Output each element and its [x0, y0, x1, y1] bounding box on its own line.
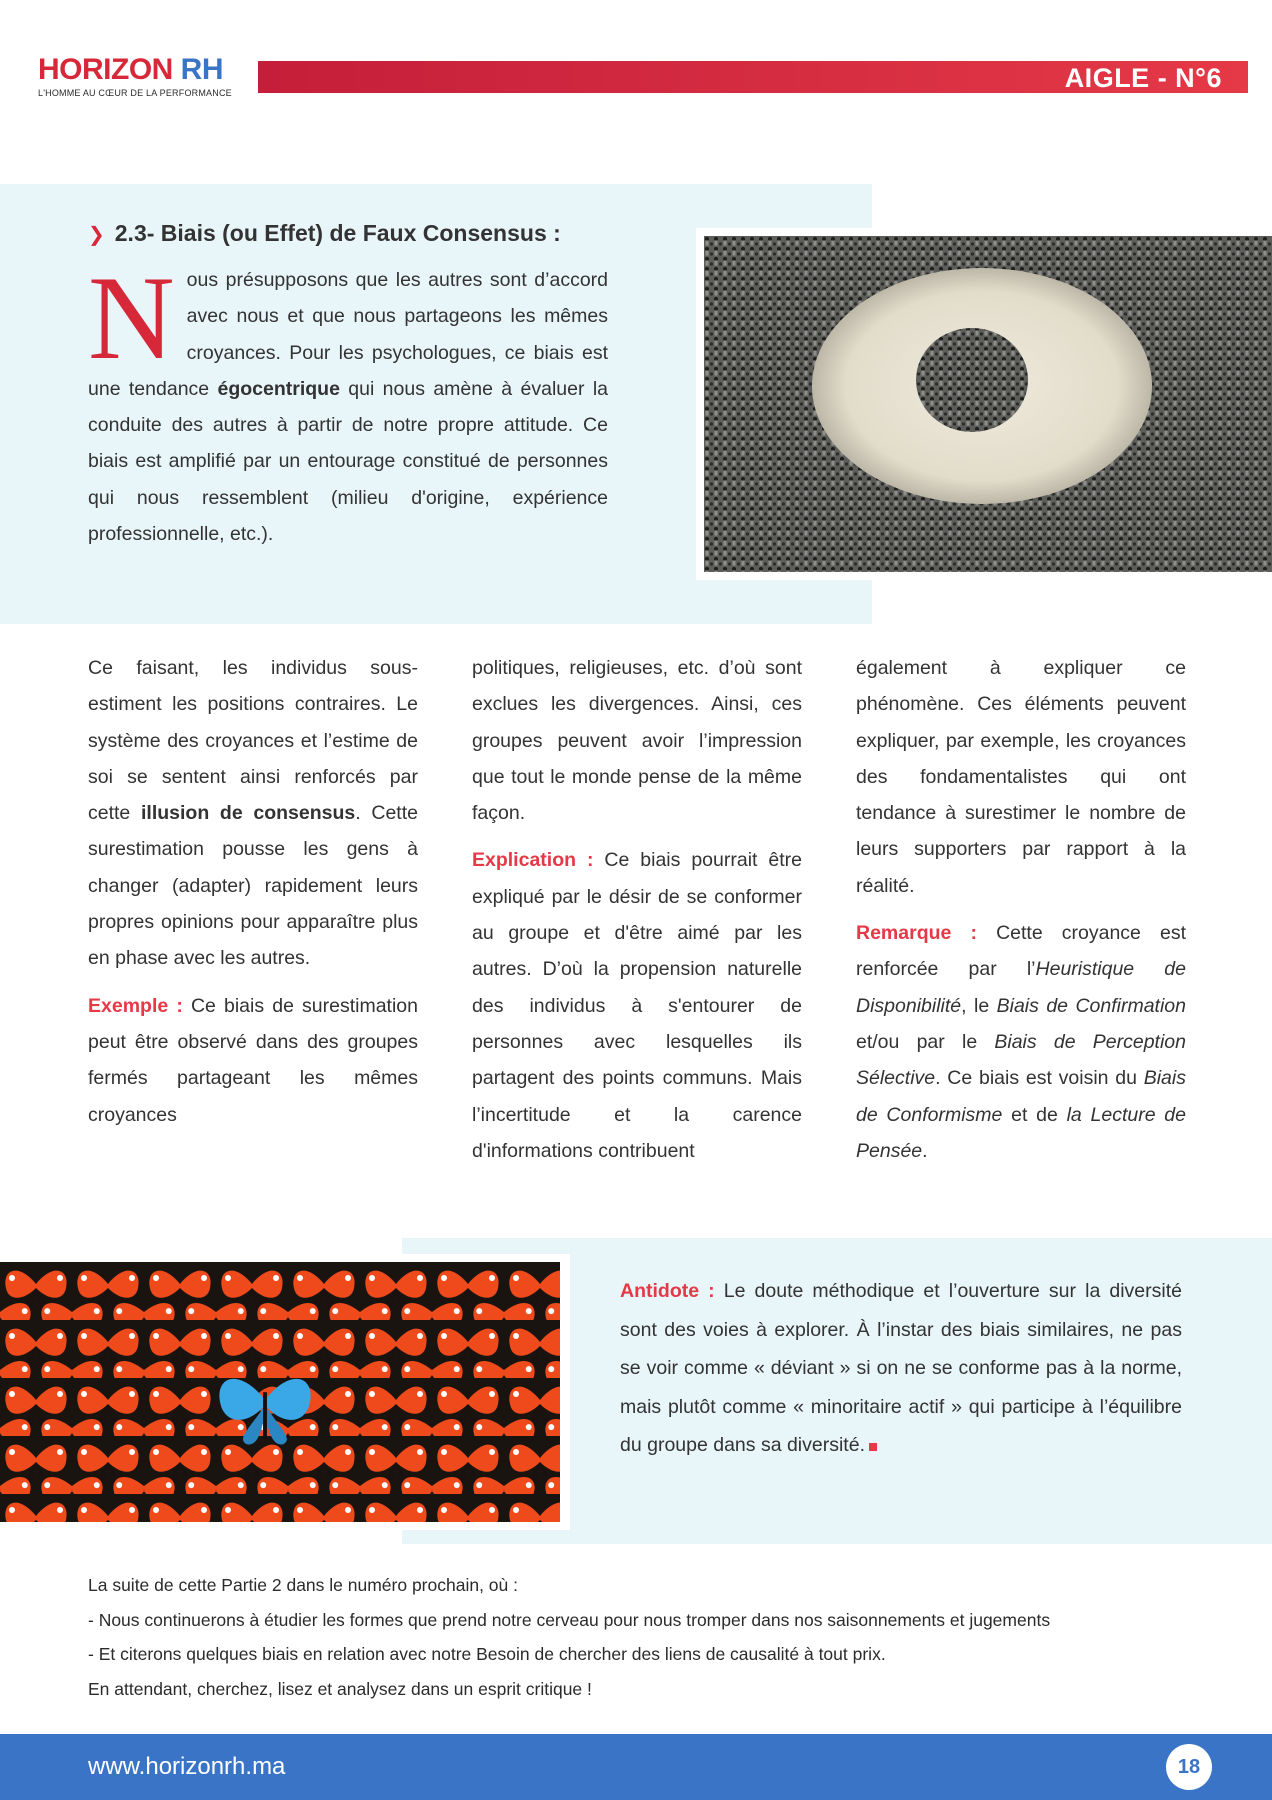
remarque-italic-3: Biais de Perception Sélective	[856, 1030, 1186, 1090]
exemple-text: Ce biais de surestimation peut être observé dans des groupes fermés partageant les mêmes croyances	[88, 994, 418, 1126]
col1-paragraph	[88, 650, 418, 977]
remarque-text-6: .	[922, 1139, 928, 1162]
section-title	[88, 220, 561, 247]
remarque-text-3: et/ou par le	[856, 1030, 995, 1053]
continuation-line-1: La suite de cette Partie 2 dans le numéro prochain, où :	[88, 1575, 518, 1595]
crowd-image-frame	[696, 228, 1272, 580]
column-1	[88, 650, 418, 1144]
intro-text-2: qui nous amène à évaluer la conduite des autres à partir de notre propre attitude. Ce biais est amplifié par un entourage constitué de personnes qui nous ressemblent (milieu d'origine, expérience professionnelle, etc.).	[88, 377, 609, 546]
logo-rh: RH	[180, 53, 224, 86]
butterflies-illustration	[0, 1262, 560, 1522]
column-3	[856, 650, 1186, 1180]
butterflies-image	[0, 1262, 560, 1522]
remarque-italic-4: Biais de Conformisme	[856, 1067, 1186, 1126]
section-title-text: 2.3- Biais (ou Effet) de Faux Consensus :	[114, 220, 561, 246]
page-number: 18	[1166, 1744, 1212, 1790]
logo-wordmark	[38, 55, 232, 85]
crowd-circle-image	[704, 236, 1272, 572]
drop-cap: N	[88, 251, 175, 384]
column-2	[472, 650, 802, 1180]
chevron-right-icon: ❯	[88, 224, 105, 246]
remarque-italic-5: la Lecture de Pensée	[856, 1103, 1186, 1162]
remarque-label: Remarque :	[856, 922, 977, 945]
logo	[38, 55, 232, 98]
crowd-illustration	[704, 236, 1272, 572]
antidote-text: Le doute méthodique et l’ouverture sur la diversité sont des voies à explorer. À l’instar des biais similaires, ne pas se voir comme « déviant » si on ne se conforme pas à la norme, mais plutôt comme « minoritaire actif » qui participe à l’équilibre du groupe dans sa diversité.	[620, 1280, 1182, 1456]
explication-label: Explication :	[472, 849, 594, 872]
explication-text: Ce biais pourrait être expliqué par le désir de se conformer au groupe et d'être aimé par les autres. D’où la propension naturelle des individus à s'entourer de personnes avec lesquelles ils partagent des points communs. Mais l’incertitude et la carence d'informations contribuent	[472, 849, 803, 1162]
continuation-line-2: - Nous continuerons à étudier les formes que prend notre cerveau pour nous tromper dans nos saisonnements et jugements	[88, 1609, 1051, 1630]
issue-label: AIGLE - N°6	[1064, 63, 1222, 93]
continuation-line-4: En attendant, cherchez, lisez et analysez dans un esprit critique !	[88, 1678, 592, 1699]
antidote-paragraph	[620, 1272, 1182, 1465]
exemple-label: Exemple :	[88, 994, 183, 1017]
explication-paragraph	[472, 842, 802, 1169]
remarque-italic-1: Heuristique de Disponibilité	[856, 958, 1186, 1017]
remarque-text-5: et de	[1002, 1103, 1067, 1126]
end-mark-icon	[869, 1443, 877, 1451]
logo-horizon: HORIZON	[38, 53, 173, 86]
col3-paragraph: également à expliquer ce phénomène. Ces éléments peuvent expliquer, par exemple, les croyances des fondamentalistes qui ont tendance à surestimer le nombre de leurs supporters par rapport à la réalité.	[856, 657, 1186, 897]
remarque-italic-2: Biais de Confirmation	[996, 994, 1186, 1017]
intro-text-1: ous présupposons que les autres sont d’accord avec nous et que nous partageons les mêmes croyances. Pour les psychologues, ce biais est une tendance	[88, 269, 608, 400]
website-link[interactable]: www.horizonrh.ma	[88, 1753, 286, 1780]
intro-bold: égocentrique	[217, 377, 340, 400]
remarque-text-2: , le	[961, 994, 997, 1017]
col1-text-2: . Cette surestimation pousse les gens à changer (adapter) rapidement leurs propres opinions pour apparaître plus en phase avec les autres.	[88, 802, 418, 970]
exemple-paragraph	[88, 988, 418, 1133]
continuation-line-3: - Et citerons quelques biais en relation avec notre Besoin de chercher des liens de causalité à tout prix.	[88, 1644, 886, 1664]
intro-paragraph	[88, 251, 609, 552]
butterfly-image-frame	[0, 1254, 570, 1530]
remarque-text-1: Cette croyance est renforcée par l’	[856, 922, 1187, 981]
col1-bold: illusion de consensus	[140, 802, 356, 825]
continuation-note	[88, 1568, 1208, 1706]
logo-tagline: L'HOMME AU CŒUR DE LA PERFORMANCE	[38, 88, 232, 98]
col2-paragraph: politiques, religieuses, etc. d’où sont exclues les divergences. Ainsi, ces groupes peuvent avoir l’impression que tout le monde pense de la même façon.	[472, 657, 802, 825]
antidote-label: Antidote :	[620, 1280, 715, 1302]
issue-banner	[258, 61, 1248, 93]
remarque-paragraph	[856, 915, 1186, 1169]
col1-text-1: Ce faisant, les individus sous-estiment les positions contraires. Le système des croyances et l’estime de soi se sentent ainsi renforcés par cette	[88, 657, 418, 825]
remarque-text-4: . Ce biais est voisin du	[935, 1067, 1144, 1090]
footer	[0, 1734, 1272, 1800]
